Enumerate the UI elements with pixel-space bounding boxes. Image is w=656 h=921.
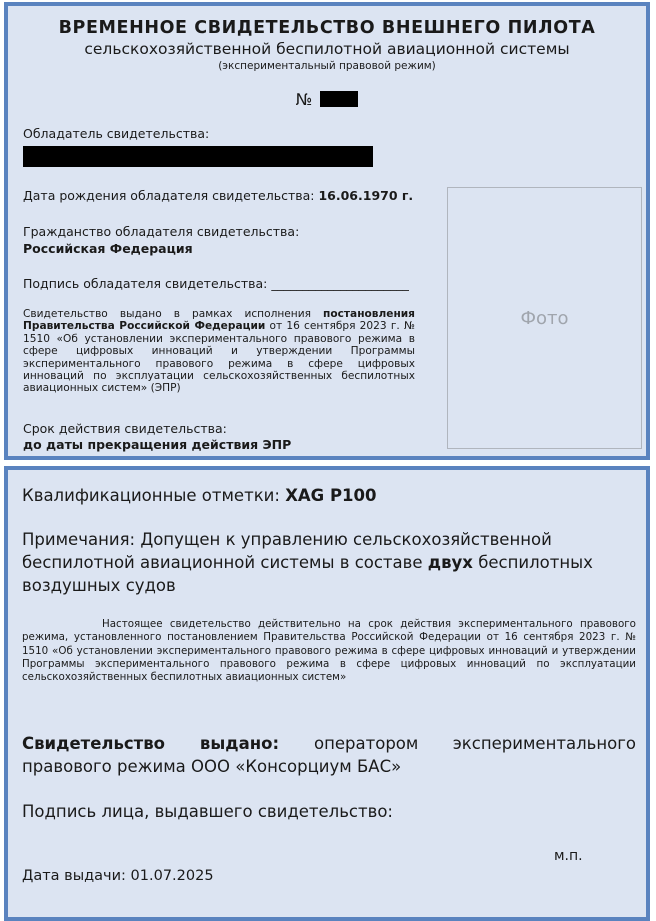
notes-bold: двух [427,553,473,572]
citizenship-value: Российская Федерация [23,241,193,256]
notes [22,528,636,597]
regime-note: (экспериментальный правовой режим) [218,60,436,72]
birth-value: 16.06.1970 г. [318,188,414,203]
certificate-number [8,90,646,109]
certificate-back [4,466,650,921]
notes-text-part2: беспилотных воздушных судов [22,553,593,595]
issued-by-label: Свидетельство выдано: [22,734,314,753]
birth-date [23,188,413,203]
certificate-front [4,2,650,460]
holder-label: Обладатель свидетельства: [23,126,210,141]
photo-placeholder [447,187,642,449]
certificate-subtitle: сельскохозяйственной беспилотной авиационной системы [84,40,570,58]
issued-basis-text [23,308,415,395]
notes-label: Примечания: [22,530,141,549]
issued-by-value: оператором экспериментального правового режима ООО «Консорциум БАС» [22,734,637,776]
qualification-marks [22,484,636,507]
certificate-title: ВРЕМЕННОЕ СВИДЕТЕЛЬСТВО ВНЕШНЕГО ПИЛОТА [58,18,596,38]
validity-paragraph: Настоящее свидетельство действительно на срок действия экспериментального правового режима, установленного постановлением Правительства Российской Федерации от 16 сентября 2023 г. № 1510 «Об установлении экспериментального правового режима в сфере цифровых инноваций и утверждении Программы экспериментального правового режима в сфере цифровых инноваций по эксплуатации сельскохозяйственных беспилотных авиационных систем» [22,618,636,684]
issuer-signature-label: Подпись лица, выдавшего свидетельство: [22,802,393,821]
seal-label: м.п. [554,848,583,864]
redacted-holder-name [23,146,373,167]
issue-date: Дата выдачи: 01.07.2025 [22,868,214,884]
holder-signature: Подпись обладателя свидетельства: ______________________ [23,276,409,291]
validity-value: до даты прекращения действия ЭПР [23,437,292,452]
redacted-number [320,91,358,107]
qualification-label: Квалификационные отметки: [22,486,286,505]
number-label: № [295,90,313,109]
issued-text-bold: постановления Правительства Российской Федерации [23,308,415,333]
birth-label: Дата рождения обладателя свидетельства: [23,188,319,203]
photo-label: Фото [520,307,569,329]
citizenship-label: Гражданство обладателя свидетельства: [23,224,300,239]
qualification-value: XAG P100 [285,486,377,505]
issued-by [22,732,636,778]
notes-text-part1: Допущен к управлению сельскохозяйственной беспилотной авиационной системы в составе [22,530,552,572]
issued-text-part2: от 16 сентября 2023 г. № 1510 «Об установлении экспериментального правового режима в сфере цифровых инноваций и утверждении Программы экспериментального правового режима в сфере цифровых инноваций по эксплуатации сельскохозяйственных беспилотных авиационных систем» (ЭПР) [23,320,415,395]
issued-text-part1: Свидетельство выдано в рамках исполнения [23,308,324,320]
validity-label: Срок действия свидетельства: [23,421,227,436]
